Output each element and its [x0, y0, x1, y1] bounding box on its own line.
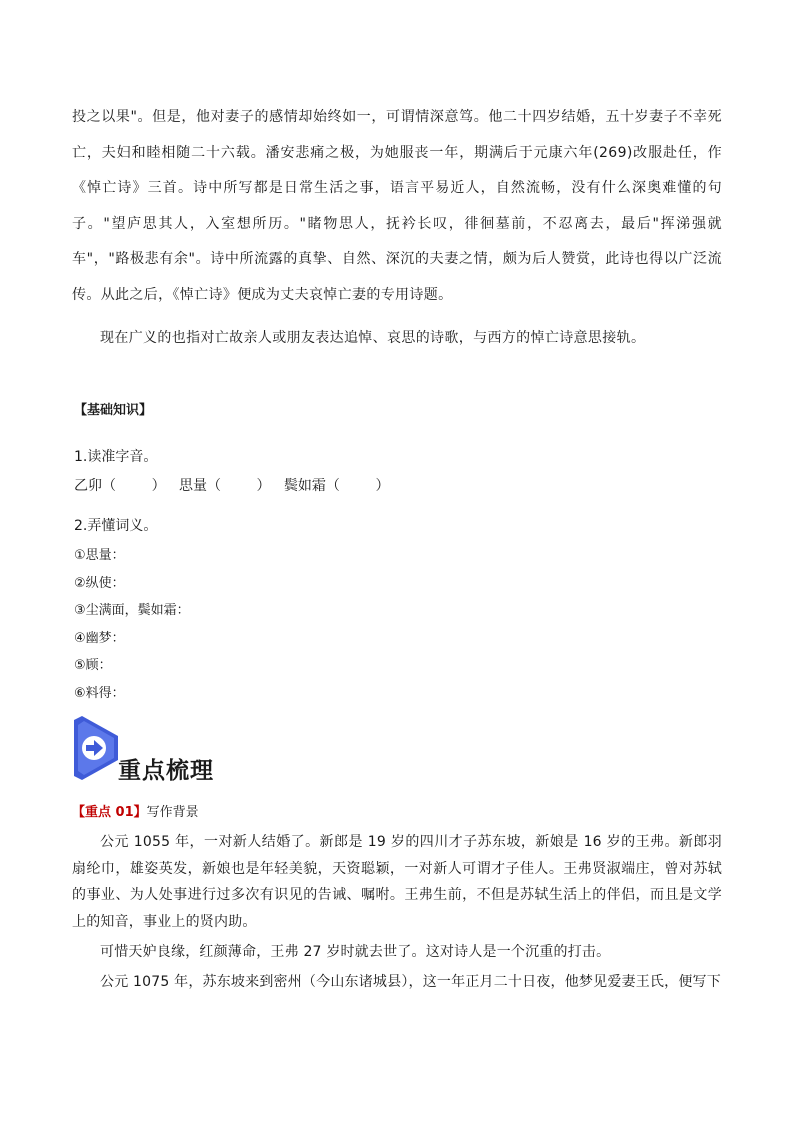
keypoint-heading [72, 801, 199, 820]
body-paragraph: 公元 1075 年，苏东坡来到密州（今山东诸城县），这一年正月二十日夜，他梦见爱妻王氏，便写下 [100, 973, 721, 990]
section-heading-basics: 【基础知识】 [74, 403, 153, 418]
definition-item: ②纵使： [74, 575, 125, 591]
definition-item: ①思量： [74, 548, 125, 563]
definition-item: ③尘满面，鬓如霜： [74, 603, 190, 618]
body-paragraph: 公元 1055 年，一对新人结婚了。新郎是 19 岁的四川才子苏东坡，新娘是 16 岁的王弗。新郎羽扇纶巾，雄姿英发，新娘也是年轻美貌，天资聪颖，一对新人可谓才子佳人。王弗贤淑端庄，曾对苏轼的事业、为人处事进行过多次有识见的告诫、嘱咐。王弗生前，不但是苏轼生活上的伴侣，而且是文学上的知音，事业上的贤内助。 [72, 834, 722, 931]
definition-item: ⑤顾： [74, 658, 112, 673]
arrow-right-circle-icon [72, 716, 120, 780]
intro-section [72, 100, 722, 357]
keypoint-tag: 【重点 01】 [72, 805, 147, 820]
question-2: 2.弄懂词义。 [74, 518, 158, 534]
question-1: 1.读准字音。 [74, 449, 158, 465]
intro-paragraph: 投之以果"。但是，他对妻子的感情却始终如一，可谓情深意笃。他二十四岁结婚，五十岁妻子不幸死亡，夫妇和睦相随二十六载。潘安悲痛之极，为她服丧一年，期满后于元康六年(269)改服赴任，作《悼亡诗》三首。诗中所写都是日常生活之事，语言平易近人，自然流畅，没有什么深奥难懂的句子。"望庐思其人，入室想所历。"睹物思人，抚衿长叹，徘徊墓前，不忍离去，最后"挥涕强就车"，"路极悲有余"。诗中所流露的真挚、自然、深沉的夫妻之情，颇为后人赞赏，此诗也得以广泛流传。从此之后，《悼亡诗》便成为丈夫哀悼亡妻的专用诗题。 [72, 109, 722, 303]
pronunciation-items: 乙卯（ ） 思量（ ） 鬓如霜（ ） [74, 478, 390, 494]
definition-item: ⑥料得： [74, 685, 125, 701]
section-title: 重点梳理 [118, 757, 214, 784]
body-paragraph: 可惜天妒良缘，红颜薄命，王弗 27 岁时就去世了。这对诗人是一个沉重的打击。 [100, 943, 611, 960]
background-section [72, 829, 722, 995]
keypoint-label: 写作背景 [146, 805, 199, 820]
definition-list [74, 542, 190, 707]
intro-paragraph-2: 现在广义的也指对亡故亲人或朋友表达追悼、哀思的诗歌，与西方的悼亡诗意思接轨。 [100, 330, 646, 346]
definition-item: ④幽梦： [74, 630, 125, 646]
